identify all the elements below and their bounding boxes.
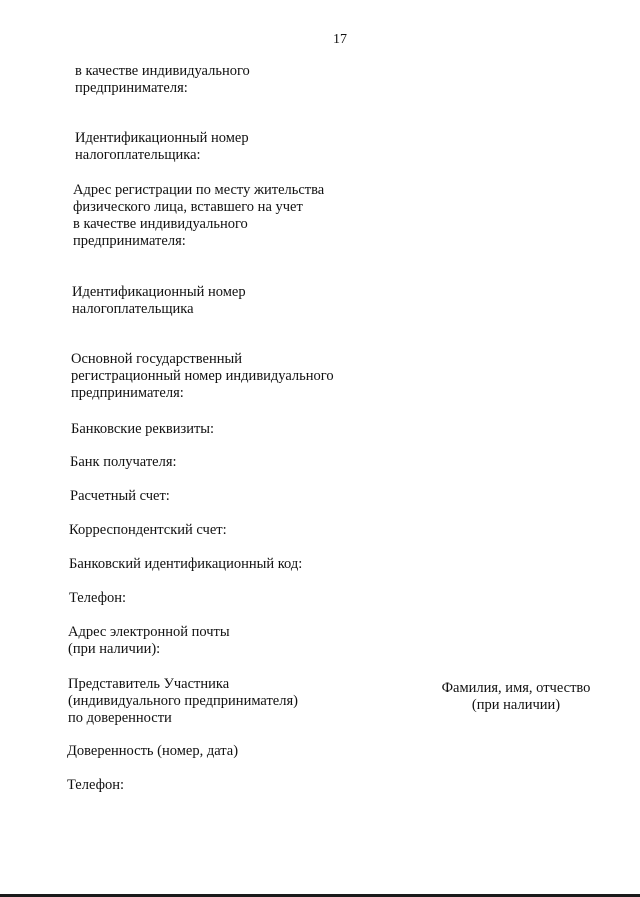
representative-line: по доверенности — [68, 710, 172, 726]
email-line: (при наличии): — [68, 641, 161, 657]
email-line: Адрес электронной почты — [68, 624, 230, 640]
ogrnip-line: регистрационный номер индивидуального — [71, 368, 334, 384]
power-of-attorney-label: Доверенность (номер, дата) — [67, 743, 239, 759]
full-name-line: (при наличии) — [471, 697, 561, 713]
phone-label-1: Телефон: — [69, 590, 127, 606]
representative-line: (индивидуального предпринимателя) — [68, 693, 298, 709]
inn-line: Идентификационный номер — [75, 130, 249, 146]
bank-details-label: Банковские реквизиты: — [71, 421, 215, 437]
page-number: 17 — [333, 32, 347, 47]
correspondent-account-label: Корреспондентский счет: — [69, 522, 227, 538]
registration-address-line: в качестве индивидуального — [73, 216, 248, 232]
ogrnip-line: предпринимателя: — [71, 385, 184, 401]
inn-line: налогоплательщика: — [75, 147, 201, 163]
full-name-label — [433, 680, 599, 714]
registration-address-line: физического лица, вставшего на учет — [73, 199, 303, 215]
registration-address-line: предпринимателя: — [73, 233, 186, 249]
registration-address-label — [73, 182, 324, 250]
ogrnip-label — [71, 351, 334, 402]
email-label — [68, 624, 230, 658]
representative-label — [68, 676, 298, 727]
inn-line: налогоплательщика — [72, 301, 194, 317]
registration-address-line: Адрес регистрации по месту жительства — [73, 182, 325, 198]
inn-label-2 — [72, 284, 246, 318]
bik-label: Банковский идентификационный код: — [69, 556, 303, 572]
phone-label-2: Телефон: — [67, 777, 125, 793]
settlement-account-label: Расчетный счет: — [70, 488, 170, 504]
ogrnip-line: Основной государственный — [71, 351, 242, 367]
full-name-line: Фамилия, имя, отчество — [441, 680, 591, 696]
inn-label-1 — [75, 130, 249, 164]
representative-line: Представитель Участника — [68, 676, 230, 692]
recipient-bank-label: Банк получателя: — [70, 454, 177, 470]
ip-status-line: в качестве индивидуального — [75, 63, 250, 79]
ip-status-label — [75, 63, 250, 97]
inn-line: Идентификационный номер — [72, 284, 246, 300]
ip-status-line: предпринимателя: — [75, 80, 188, 96]
